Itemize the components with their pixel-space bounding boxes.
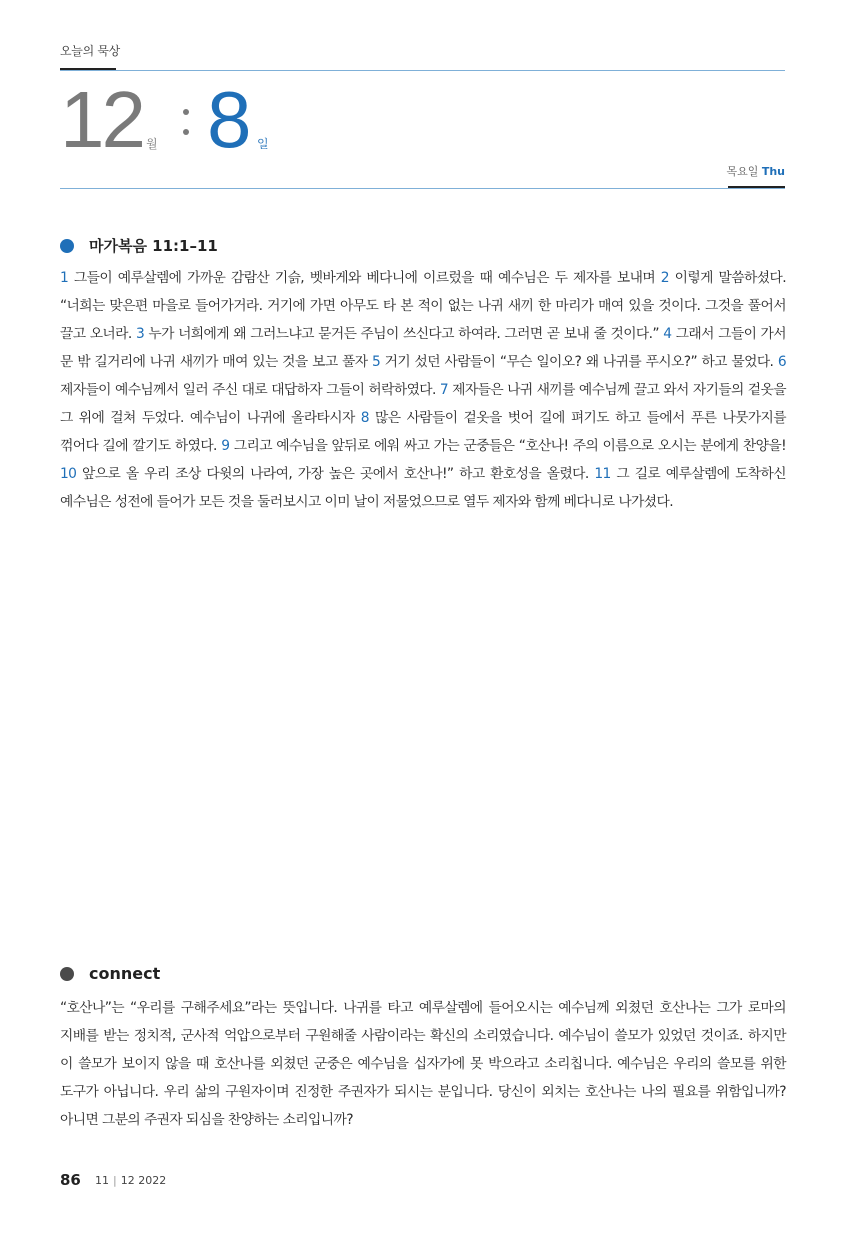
connect-title: connect [89,964,161,983]
verse-text: 그들이 예루살렘에 가까운 감람산 기슭, 벳바게와 베다니에 이르렀을 때 예수님은 두 제자를 보내며 [68,270,661,286]
verse-number: 5 [371,354,381,370]
bullet-icon [60,967,74,981]
top-divider [60,70,785,71]
verse-number: 1 [60,270,69,286]
verse-text: 앞으로 올 우리 조상 다윗의 나라여, 가장 높은 곳에서 호산나!” 하고 환호성을 올렸다. [76,466,595,482]
verse-number: 11 [594,466,611,482]
header-divider [60,188,785,189]
verse-number: 2 [660,270,669,286]
verse-number: 4 [663,326,672,342]
issue-separator: | [113,1174,117,1187]
issue-date: 12 2022 [120,1174,167,1187]
verse-number: 3 [135,326,145,342]
date-month-unit: 월 [146,137,158,151]
date-colon [183,103,189,143]
scripture-reference: 마가복음 11:1–11 [89,237,218,255]
bullet-icon [60,239,74,253]
date-month: 12 [60,75,143,164]
verse-text: 그리고 예수님을 앞뒤로 에워 싸고 가는 군중들은 “호산나! 주의 이름으로 오시는 분에게 찬양을! [229,438,787,454]
verse-number: 8 [360,410,369,426]
weekday-ko: 목요일 [726,165,759,178]
verse-text: 이렇게 말씀하셨다. “너희는 맞은편 마을로 들어가거라. 거기에 가면 아무도 타 본 적이 없는 나귀 새끼 한 마리가 매여 있을 것이다. 그것을 풀어서 끌고 오너라. [60,270,786,342]
verse-number: 7 [439,382,449,398]
verse-number: 6 [777,354,787,370]
section-label: 오늘의 묵상 [60,44,120,58]
verse-text: 거기 섰던 사람들이 “무슨 일이오? 왜 나귀를 푸시오?” 하고 물었다. [380,354,778,370]
date-day-unit: 일 [257,137,269,151]
connect-body: “호산나”는 “우리를 구해주세요”라는 뜻입니다. 나귀를 타고 예루살렘에 들어오시는 예수님께 외쳤던 호산나는 그가 로마의 지배를 받는 정치적, 군사적 억압으로부터 구원해줄 사람이라는 확신의 소리였습니다. 예수님이 쓸모가 있었던 것이죠. 하지만 이 쓸모가 보이지 않을 때 호산나를 외쳤던 군중은 예수님을 십자가에 못 박으라고 소리칩니다. 예수님은 우리의 쓸모를 위한 도구가 아닙니다. 우리 삶의 구원자이며 진정한 주권자가 되시는 분입니다. 당신이 외치는 호산나는 나의 필요를 위함입니까? 아니면 그분의 주권자 되심을 찬양하는 소리입니까? [60,1000,786,1128]
weekday-en: Thu [761,165,785,178]
scripture-heading [60,235,218,256]
weekday [726,163,785,179]
verse-text: 그 길로 예루살렘에 도착하신 예수님은 성전에 들어가 모든 것을 둘러보시고 이미 날이 저물었으므로 열두 제자와 함께 베다니로 나가셨다. [60,466,786,510]
verse-number: 9 [221,438,230,454]
verse-text: 제자들은 나귀 새끼를 예수님께 끌고 와서 자기들의 겉옷을 그 위에 걸쳐 두었다. 예수님이 나귀에 올라타시자 [60,382,786,426]
connect-heading [60,964,160,983]
date-day: 8 [207,75,252,164]
verse-text: 그래서 그들이 가서 문 밖 길거리에 나귀 새끼가 매여 있는 것을 보고 풀자 [60,326,786,370]
page-number: 86 [60,1171,81,1189]
issue-info [95,1174,166,1187]
verse-text: 누가 너희에게 왜 그러느냐고 묻거든 주님이 쓰신다고 하여라. 그러면 곧 보내 줄 것이다.” [144,326,664,342]
verse-number: 10 [60,466,77,482]
scripture-passage [60,264,786,516]
verse-text: 제자들이 예수님께서 일러 주신 대로 대답하자 그들이 허락하였다. [60,382,440,398]
verse-text: 많은 사람들이 겉옷을 벗어 길에 펴기도 하고 들에서 푸른 나뭇가지를 꺾어다 길에 깔기도 하였다. [60,410,787,454]
issue-month: 11 [95,1174,109,1187]
